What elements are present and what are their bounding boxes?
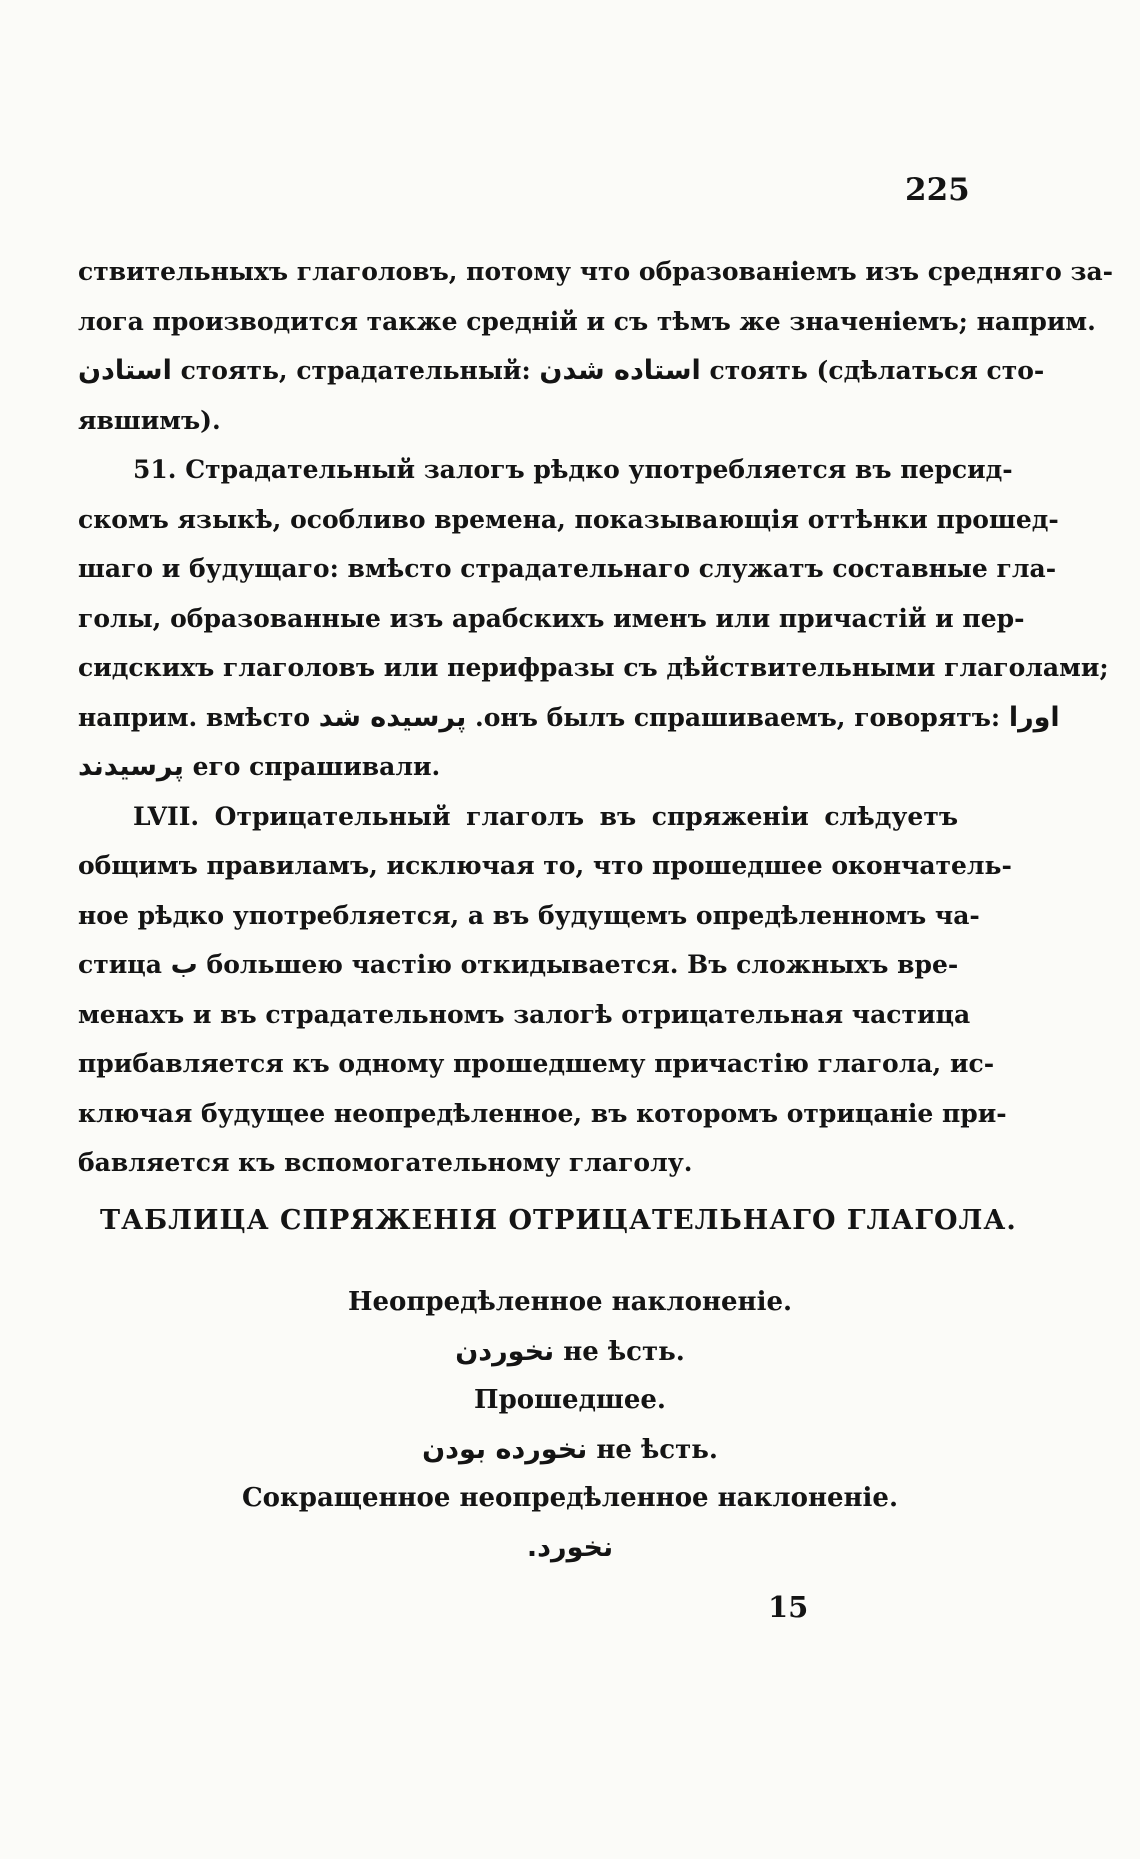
- text-line: LVII. Отрицательный глаголъ въ спряженіи слѣдуетъ: [133, 801, 958, 831]
- text-line: прибавляется къ одному прошедшему причастію глагола, ис-: [78, 1049, 995, 1078]
- text-line: [78, 346, 1045, 396]
- text-line: [78, 940, 958, 990]
- arabic-word: پرسیدند: [78, 751, 184, 782]
- infinitive-title: Неопредѣленное наклоненіе.: [347, 1287, 793, 1317]
- text-fragment: не ѣсть.: [596, 1435, 718, 1465]
- signature-mark: 15: [768, 1590, 809, 1624]
- text-fragment: не ѣсть.: [563, 1337, 685, 1367]
- arabic-word: نخوردن: [455, 1336, 555, 1367]
- past-form: [0, 1425, 1140, 1474]
- text-line: шаго и будущаго: вмѣсто страдательнаго служатъ составные гла-: [78, 554, 1057, 583]
- text-line: ное рѣдко употребляется, а въ будущемъ опредѣленномъ ча-: [78, 900, 980, 930]
- text-line: явшимъ).: [78, 405, 221, 435]
- conjugation-table: [0, 1278, 1140, 1572]
- short-infinitive-form: [0, 1523, 1140, 1572]
- page-number: 225: [905, 172, 970, 208]
- text-line: общимъ правиламъ, исключая то, что прошедшее окончатель-: [78, 851, 1012, 880]
- text-line: менахъ и въ страдательномъ залогѣ отрицательная частица: [78, 999, 971, 1029]
- arabic-word: نخورد.: [526, 1532, 614, 1563]
- text-fragment: .онъ былъ спрашиваемъ, говорятъ:: [475, 702, 1001, 732]
- text-line: 51. Страдательный залогъ рѣдко употребляется въ персид-: [133, 455, 1013, 484]
- arabic-word: اورا: [1008, 701, 1060, 733]
- text-fragment: стоять (сдѣлаться сто-: [709, 356, 1045, 385]
- text-line: ключая будущее неопредѣленное, въ которомъ отрицаніе при-: [78, 1098, 1007, 1128]
- past-title: Прошедшее.: [474, 1385, 666, 1415]
- text-line: [78, 693, 1060, 743]
- arabic-word: نخورده بودن: [422, 1434, 588, 1465]
- arabic-word: استاده شدن: [539, 355, 701, 386]
- infinitive-form: [0, 1327, 1140, 1376]
- arabic-word: پرسیده شد: [318, 701, 467, 733]
- short-infinitive-title: Сокращенное неопредѣленное наклоненіе.: [241, 1483, 899, 1513]
- text-fragment: его спрашивали.: [192, 752, 441, 781]
- arabic-word: استادن: [78, 355, 172, 386]
- text-line: голы, образованные изъ арабскихъ именъ или причастій и пер-: [78, 603, 1025, 633]
- text-fragment: стица: [78, 950, 162, 979]
- table-heading: ТАБЛИЦА СПРЯЖЕНІЯ ОТРИЦАТЕЛЬНАГО ГЛАГОЛА.: [100, 1205, 1017, 1236]
- text-line: лога производится также средній и съ тѣмъ же значеніемъ; наприм.: [78, 306, 1096, 336]
- text-line: скомъ языкѣ, особливо времена, показывающія оттѣнки прошед-: [78, 504, 1059, 534]
- text-fragment: стоять, страдательный:: [180, 356, 531, 385]
- text-line: сидскихъ глаголовъ или перифразы съ дѣйствительными глаголами;: [78, 653, 1109, 682]
- main-text: [78, 247, 1114, 1188]
- arabic-word: ب: [170, 949, 198, 980]
- text-fragment: наприм. вмѣсто: [78, 702, 310, 732]
- text-line: [78, 742, 958, 792]
- text-fragment: большею частію откидывается. Въ сложныхъ вре-: [206, 950, 959, 979]
- text-line: бавляется къ вспомогательному глаголу.: [78, 1148, 693, 1177]
- text-line: ствительныхъ глаголовъ, потому что образованіемъ изъ средняго за-: [78, 257, 1114, 286]
